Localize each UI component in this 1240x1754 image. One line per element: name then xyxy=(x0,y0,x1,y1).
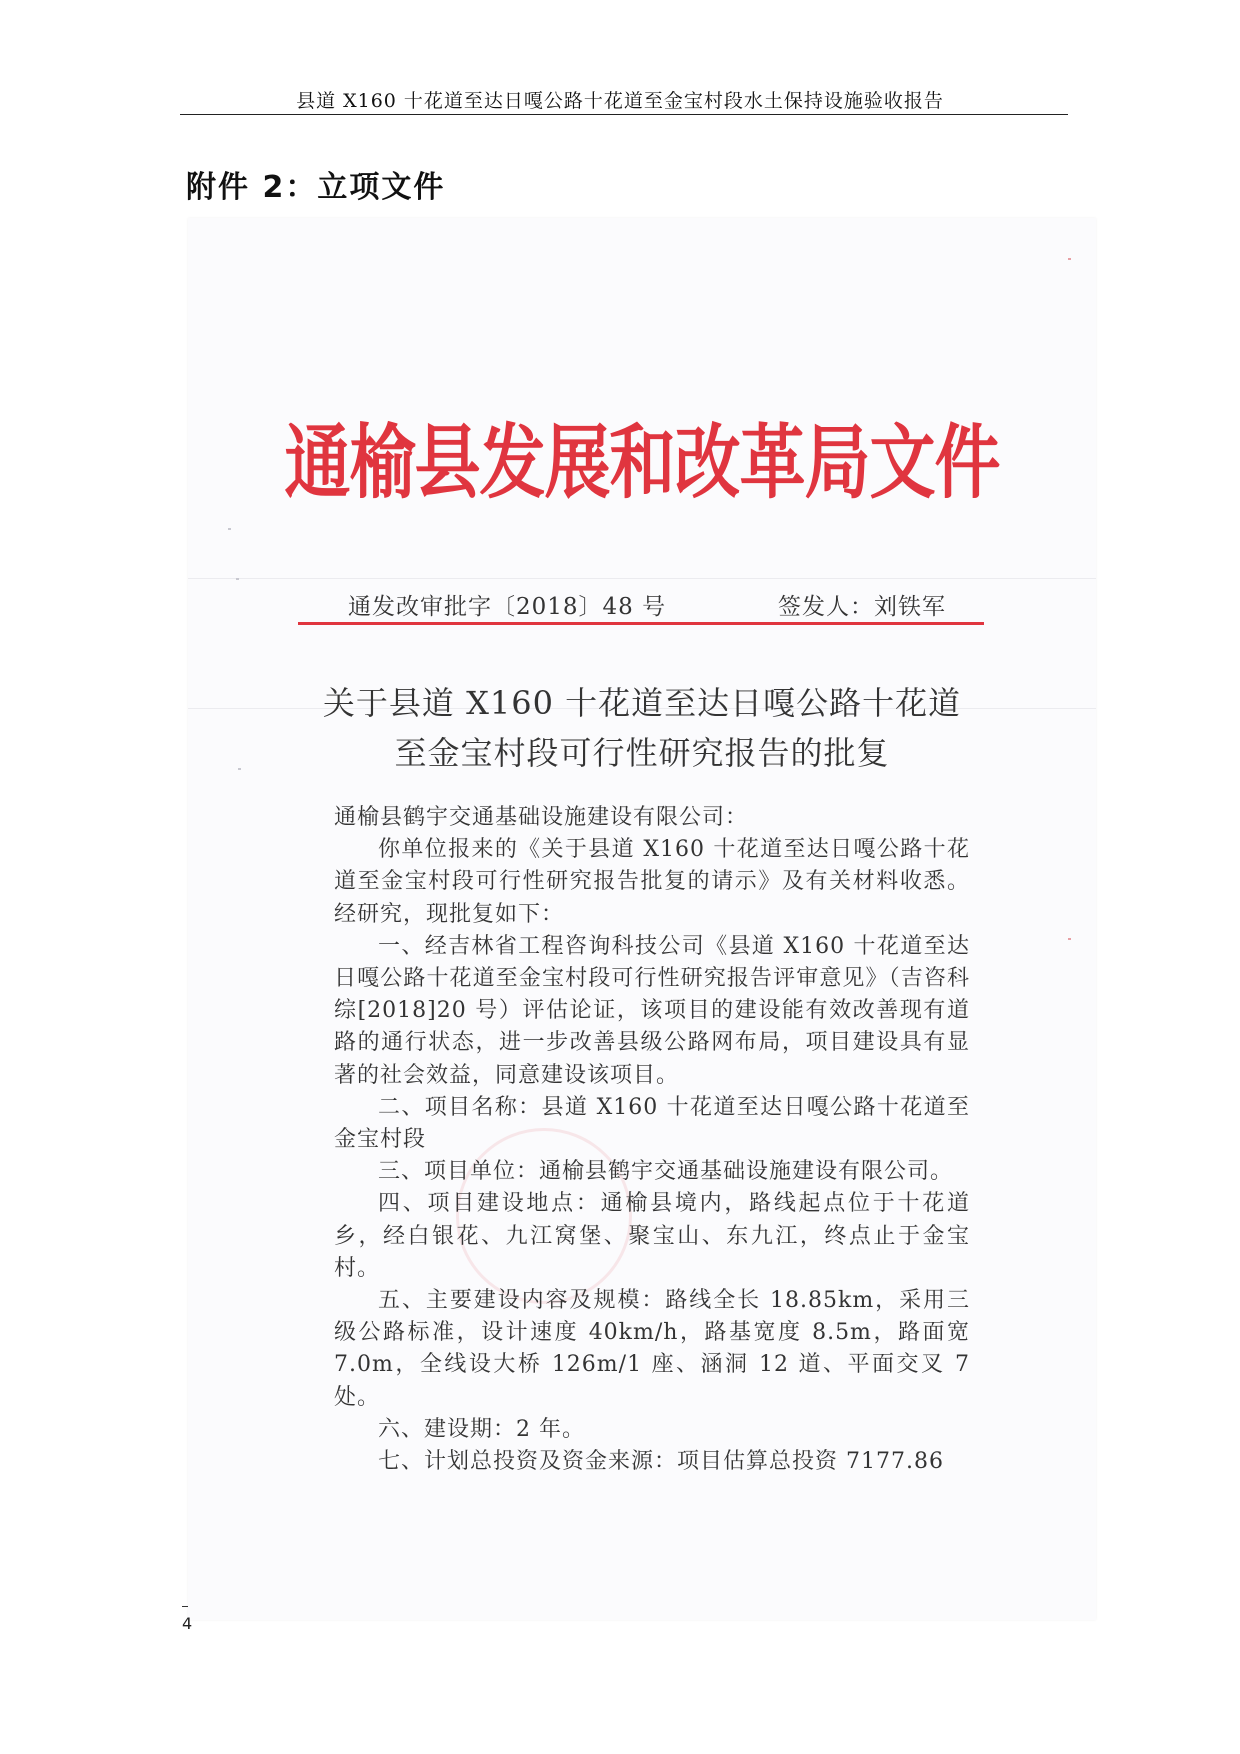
document-signer: 签发人：刘铁军 xyxy=(778,594,946,620)
scan-speck xyxy=(238,768,241,770)
red-divider-line xyxy=(298,622,984,625)
scanned-document xyxy=(188,218,1096,1620)
attachment-title: 附件 2：立项文件 xyxy=(186,170,446,205)
scan-speck xyxy=(1068,938,1071,940)
page-number-tick xyxy=(182,1606,188,1607)
paragraph: 四、项目建设地点：通榆县境内，路线起点位于十花道乡，经白银花、九江窝堡、聚宝山、东九江，终点止于金宝村。 xyxy=(334,1191,970,1281)
scan-speck xyxy=(1068,258,1071,260)
paragraph: 一、经吉林省工程咨询科技公司《县道 X160 十花道至达日嘎公路十花道至金宝村段可行性研究报告评审意见》（吉咨科综[2018]20 号）评估论证，该项目的建设能有效改善现有道路的通行状态，进一步改善县级公路网布局，项目建设具有显著的社会效益，同意建设该项目。 xyxy=(334,933,970,1088)
paragraph: 六、建设期：2 年。 xyxy=(378,1416,585,1442)
document-title xyxy=(188,678,1096,778)
paragraph: 你单位报来的《关于县道 X160 十花道至达日嘎公路十花道至金宝村段可行性研究报告批复的请示》及有关材料收悉。经研究，现批复如下： xyxy=(334,837,970,927)
document-number: 通发改审批字〔2018〕48 号 xyxy=(348,594,667,620)
fold-line xyxy=(188,578,1096,579)
paragraph: 五、主要建设内容及规模：路线全长 18.85km，采用三级公路标准，设计速度 40km/h，路基宽度 8.5m，路面宽 7.0m，全线设大桥 126m/1 座、涵洞 12 道、平面交叉 7 处。 xyxy=(334,1288,970,1410)
recipient: 通榆县鹤宇交通基础设施建设有限公司： xyxy=(334,805,749,830)
paragraph: 二、项目名称：县道 X160 十花道至达日嘎公路十花道至金宝村段 xyxy=(334,1094,970,1153)
paragraph: 三、项目单位：通榆县鹤宇交通基础设施建设有限公司。 xyxy=(378,1159,954,1185)
document-body xyxy=(334,802,970,1478)
issuer-red-header: 通榆县发展和改革局文件 xyxy=(284,415,1000,511)
header-divider xyxy=(180,114,1068,115)
report-header-title: 县道 X160 十花道至达日嘎公路十花道至金宝村段水土保持设施验收报告 xyxy=(296,90,944,112)
page-number: 4 xyxy=(182,1614,193,1633)
paragraph: 七、计划总投资及资金来源：项目估算总投资 7177.86 xyxy=(378,1449,944,1475)
scan-speck xyxy=(228,528,231,530)
document-title-line-1: 关于县道 X160 十花道至达日嘎公路十花道 xyxy=(322,684,962,722)
scan-speck xyxy=(236,578,239,580)
document-title-line-2: 至金宝村段可行性研究报告的批复 xyxy=(394,734,890,772)
